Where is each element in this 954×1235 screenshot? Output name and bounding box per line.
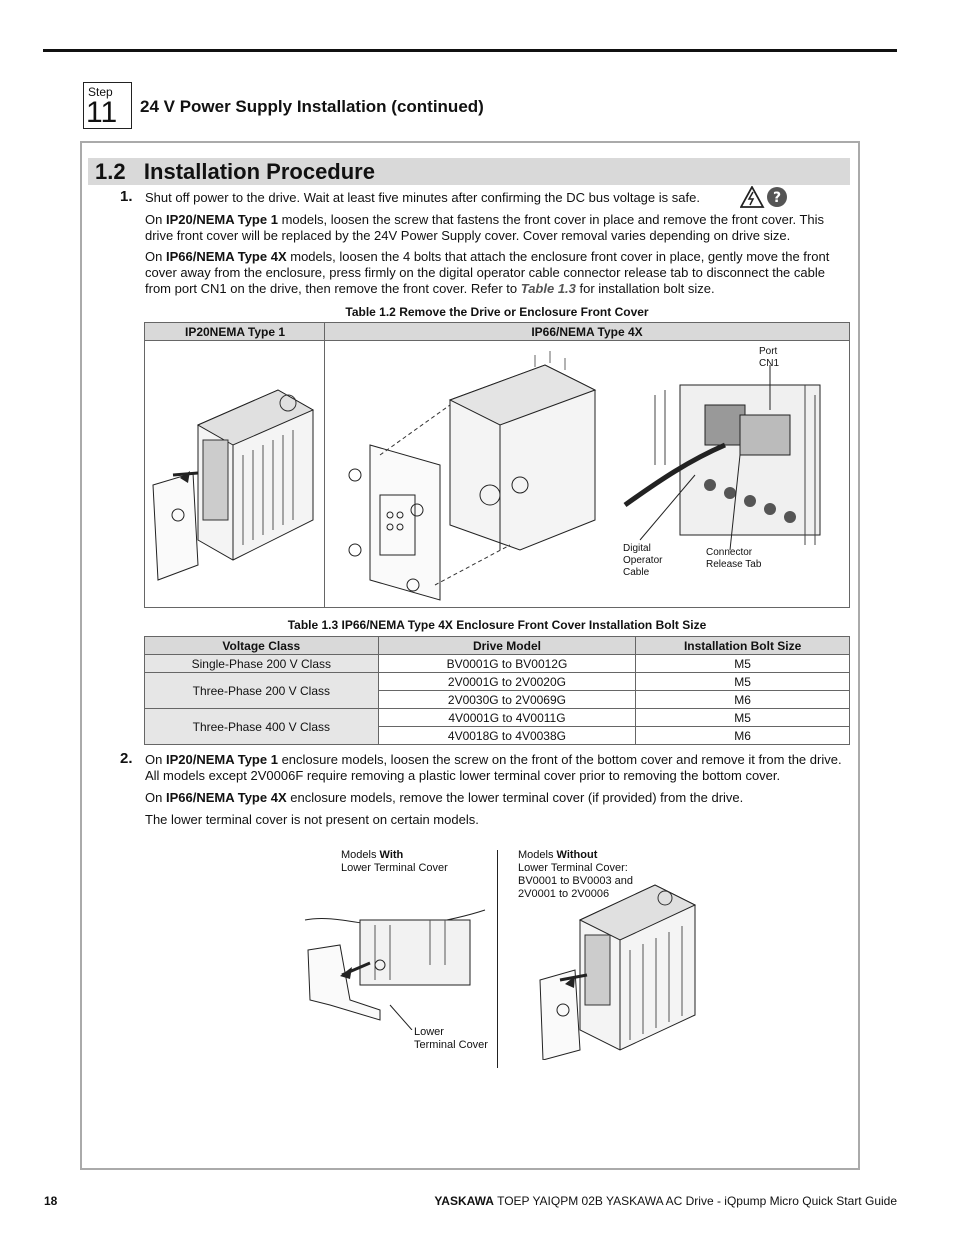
- table13-header-bolt: Installation Bolt Size: [636, 637, 850, 655]
- text-run: On: [145, 212, 166, 227]
- step1-para2: [145, 249, 850, 297]
- label-models-with: [341, 849, 448, 875]
- step-number: 11: [86, 96, 118, 129]
- table13-header-model: Drive Model: [378, 637, 636, 655]
- page-number: 18: [44, 1194, 58, 1208]
- drive-model-cell: 2V0001G to 2V0020G: [378, 673, 636, 691]
- text-run: enclosure models, remove the lower terminal cover (if provided) from the drive.: [286, 790, 744, 805]
- drive-model-cell: 4V0018G to 4V0038G: [378, 727, 636, 745]
- voltage-class-cell: Single-Phase 200 V Class: [145, 655, 379, 673]
- ip66-enclosure-illustration: [335, 345, 615, 603]
- table-reference-link[interactable]: Table 1.3: [520, 281, 576, 296]
- section-title: 1.2 Installation Procedure: [95, 159, 375, 184]
- electrical-hazard-icon: [741, 187, 763, 207]
- text-run-bold: IP20/NEMA Type 1: [165, 752, 278, 767]
- text-run: Lower Terminal Cover: [341, 862, 448, 874]
- table12-header: [144, 322, 850, 341]
- label-digital-operator-cable: Digital Operator Cable: [623, 543, 663, 578]
- text-run: On: [145, 752, 166, 767]
- label-lower-terminal-cover: Lower Terminal Cover: [414, 1026, 488, 1051]
- step-title: 24 V Power Supply Installation (continued): [140, 97, 484, 116]
- drive-without-cover-illustration: [535, 880, 700, 1060]
- text-run-bold: Without: [556, 849, 598, 861]
- table12-divider: [324, 322, 325, 608]
- table-row: [145, 655, 850, 673]
- text-run: Lower Terminal Cover: BV0001 to BV0003 and 2V0001 to 2V0006: [518, 862, 633, 900]
- lower-cover-illustration: [300, 905, 490, 1030]
- text-run-bold: IP20/NEMA Type 1: [165, 212, 278, 227]
- bolt-size-cell: M6: [636, 691, 850, 709]
- top-rule: [43, 49, 897, 52]
- bolt-size-cell: M5: [636, 673, 850, 691]
- table12-caption: Table 1.2 Remove the Drive or Enclosure Front Cover: [345, 305, 649, 319]
- text-run: TOEP YAIQPM 02B YASKAWA AC Drive - iQpump Micro Quick Start Guide: [493, 1194, 897, 1208]
- text-run-bold: With: [379, 849, 404, 861]
- drive-model-cell: 4V0001G to 4V0011G: [378, 709, 636, 727]
- table13-caption: Table 1.3 IP66/NEMA Type 4X Enclosure Front Cover Installation Bolt Size: [287, 618, 707, 632]
- bolt-size-cell: M6: [636, 727, 850, 745]
- table-row: [145, 673, 850, 691]
- table12-col2: IP66/NEMA Type 4X: [531, 325, 643, 339]
- text-run: models, loosen the 4 bolts that attach the enclosure front cover in place, gently move the front cover away from the enclosure, press firmly on the digital operator cable connector release tab to disconnect the cable from port CN1 on the drive, then remove the front cover. Refer to: [145, 249, 830, 296]
- caution-read-manual-icon: [767, 187, 787, 207]
- text-run-bold: IP66/NEMA Type 4X: [165, 249, 287, 264]
- bolt-size-table: [144, 636, 850, 745]
- svg-text:?: ?: [772, 190, 782, 206]
- warning-icons: [740, 186, 790, 208]
- drive-model-cell: 2V0030G to 2V0069G: [378, 691, 636, 709]
- text-run: for installation bolt size.: [575, 281, 715, 296]
- text-run-bold: IP66/NEMA Type 4X: [165, 790, 287, 805]
- bolt-size-cell: M5: [636, 655, 850, 673]
- table13-header-voltage: Voltage Class: [145, 637, 379, 655]
- label-connector-release-tab: Connector Release Tab: [706, 547, 762, 570]
- footer-title: [434, 1194, 897, 1208]
- text-run: enclosure models, loosen the screw on the front of the bottom cover and remove it from the drive. All models except 2V0006F require removing a plastic lower terminal cover prior to removing the bottom cover.: [145, 752, 842, 783]
- step1-para1: [145, 212, 850, 244]
- drive-model-cell: BV0001G to BV0012G: [378, 655, 636, 673]
- figure2-divider: [497, 850, 498, 1068]
- text-run: Models: [341, 849, 380, 861]
- text-run: On: [145, 249, 166, 264]
- step-label: Step: [88, 85, 113, 99]
- step2-number: 2.: [120, 750, 133, 767]
- ip20-drive-illustration: [148, 345, 320, 603]
- step2-para2: [145, 790, 850, 806]
- step-box: [83, 82, 132, 129]
- voltage-class-cell: Three-Phase 400 V Class: [145, 709, 379, 745]
- text-run: models, loosen the screw that fastens the front cover in place and remove the front cover. This drive front cover will be replaced by the 24V Power Supply cover. Cover removal varies depending on drive size.: [145, 212, 824, 243]
- table12-col1: IP20NEMA Type 1: [184, 325, 286, 339]
- step2-para3: The lower terminal cover is not present on certain models.: [145, 812, 479, 827]
- text-run: Models: [518, 849, 557, 861]
- step1-line: Shut off power to the drive. Wait at least five minutes after confirming the DC bus voltage is safe.: [145, 190, 700, 205]
- bolt-size-cell: M5: [636, 709, 850, 727]
- step1-number: 1.: [120, 188, 133, 205]
- step2-para1: [145, 752, 850, 784]
- text-run: On: [145, 790, 166, 805]
- label-port-cn1: Port CN1: [759, 346, 780, 369]
- table-row: [145, 709, 850, 727]
- voltage-class-cell: Three-Phase 200 V Class: [145, 673, 379, 709]
- brand-name: YASKAWA: [434, 1194, 494, 1208]
